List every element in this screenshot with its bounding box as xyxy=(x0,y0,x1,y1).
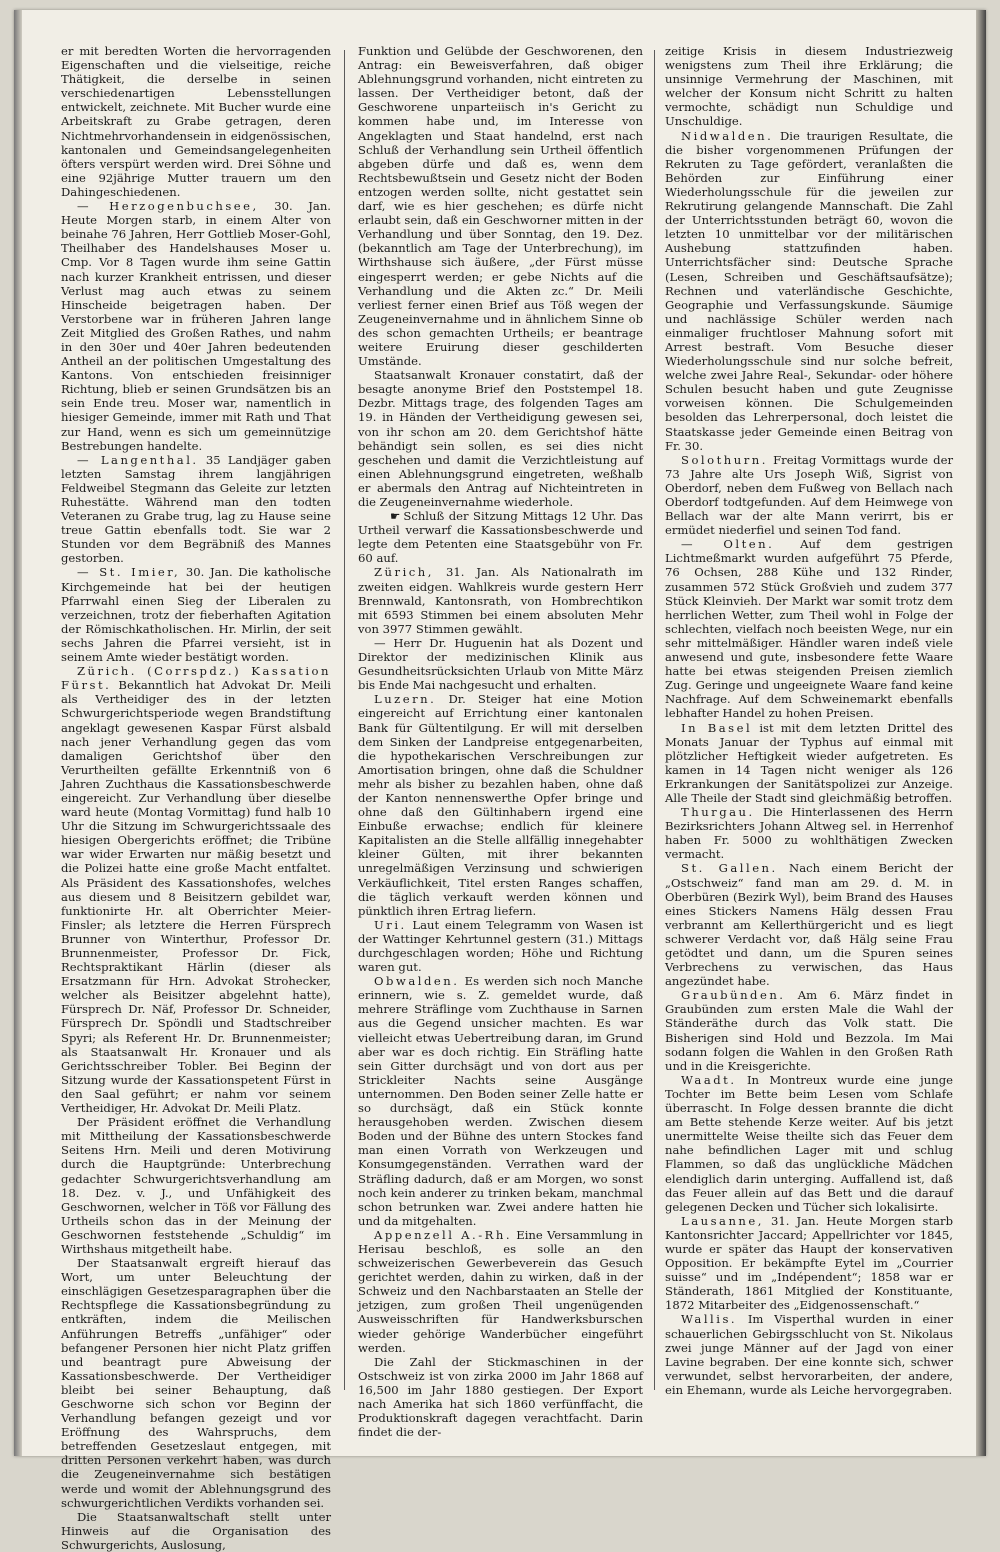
article-luzern: Luzern. Dr. Steiger hat eine Motion eingereicht auf Errichtung einer kantonalen Bank für Gültentilgung. Er will mit derselben dem Sinken der Landpreise entgegenarbeiten, die hypothekarischen Verschreibungen zur Amortisation bringen, ohne daß die Schuldner mehr als bisher zu bezahlen haben, ohne daß der Kanton nennenswerthe Opfer bringe und ohne daß den Gültinhabern irgend eine Einbuße erwachse; endlich für kleinere Kapitalisten an die Stelle allfällig innegehabter kleiner Gülten, mit ihrer bekannten unregelmäßigen Verzinsung und schwierigen Verkäuflichkeit, Titel ersten Ranges schaffen, die täglich verkauft werden können und pünktlich ihren Ertrag liefern. xyxy=(358,692,644,918)
scan-edge-right xyxy=(976,10,986,1456)
article-schluss: ☛ Schluß der Sitzung Mittags 12 Uhr. Das Urtheil verwarf die Kassationsbeschwerde und legte dem Petenten eine Staatsgebühr von Fr. 60 auf. xyxy=(358,509,643,566)
article-olten: — Olten. Auf dem gestrigen Lichtmeßmarkt wurden aufgeführt 75 Pferde, 76 Ochsen, 288 Kühe und 132 Rinder, zusammen 572 Stück Großvieh und zudem 377 Stück Kleinvieh. Der Markt war somit trotz dem herrlichen Wetter, zum Theil wohl in Folge der schlechten, vielfach noch beeisten Wege, nur ein sehr mittelmäßiger. Händler waren indeß viele anwesend und gute, insbesondere fette Waare hatte bei etwas steigenden Preisen ziemlich Zug. Geringe und ungeeignete Waare fand keine Nachfrage. Auf dem Schweinemarkt ebenfalls lebhafter Handel zu hohen Preisen. xyxy=(665,537,954,721)
dateline: Luzern. xyxy=(374,692,437,707)
column-3 xyxy=(665,44,953,1397)
article-text: Der Präsident eröffnet die Verhandlung mit Mittheilung der Kassationsbeschwerde Seitens Hrn. Meili und deren Motivirung durch die Hauptgründe: Unterbrechung gedachter Schwurgerichtsverhandlung am 18. Dez. v. J., und Unfähigkeit des Geschwornen, welcher in Töß vor Fällung des Urtheils schon das in der Meinung der Geschwornen feststehende „Schuldig“ im Wirthshaus mitgetheilt habe. xyxy=(61,1115,331,1256)
article-graubuenden: Graubünden. Am 6. März findet in Graubünden zum ersten Male die Wahl der Ständeräthe durch das Volk statt. Die Bisherigen sind Hold und Bezzola. Im Mai sodann folgen die Wahlen in den Großen Rath und in die Kreisgerichte. xyxy=(665,988,954,1073)
column-1 xyxy=(61,44,331,1552)
newspaper-page xyxy=(14,10,986,1552)
dateline: Graubünden. xyxy=(681,988,786,1003)
dateline: Obwalden. xyxy=(374,974,460,989)
dateline: Wallis. xyxy=(681,1312,738,1327)
column-rule-1 xyxy=(344,50,345,1390)
article-text: Die Zahl der Stickmaschinen in der Ostschweiz ist von zirka 2000 im Jahr 1868 auf 16,500 im Jahr 1880 gestiegen. Der Export nach Amerika hat sich 1860 verfünffacht, die Produktionskraft dagegen verachtfacht. Darin findet die der- xyxy=(358,1354,643,1440)
article-thurgau: Thurgau. Die Hinterlassenen des Herrn Bezirksrichters Johann Altweg sel. in Herrenhof haben Fr. 5000 zu wohlthätigen Zwecken vermacht. xyxy=(665,805,954,862)
article-st-gallen: St. Gallen. Nach einem Bericht der „Ostschweiz“ fand man am 29. d. M. in Oberbüren (Bezirk Wyl), beim Brand des Hauses eines Stickers Namens Hälg dessen Frau verbrannt am Kellerthürgericht und es liegt schwerer Verdacht vor, daß Hälg seine Frau getödtet und dann, um die Spuren seines Verbrechens zu verwischen, das Haus angezündet habe. xyxy=(665,861,953,989)
dateline: Lausanne, xyxy=(681,1213,764,1228)
article-zuerich-kassation: Zürich. (Corrspdz.) Kassation Fürst. Bekanntlich hat Advokat Dr. Meili als Vertheidiger des in der letzten Schwurgerichtsperiode wegen Brandstiftung angeklagt gewesenen Kaspar Fürst alsbald nach jener Verhandlung gegen das vom damaligen Gerichtshof über den Verurtheilten gefällte Erkenntniß von 6 Jahren Zuchthaus die Kassationsbeschwerde eingereicht. Zur Verhandlung über dieselbe ward heute (Montag Vormittag) fund halb 10 Uhr die Sitzung im Schwurgerichtssaale des hiesigen Obergerichts eröffnet; die Tribüne war wider Erwarten nur mäßig besetzt und die Polizei hatte eine große Macht entfaltet. Als Präsident des Kassationshofes, welches aus diesem und 8 Beisitzern gebildet war, funktionirte Hr. alt Oberrichter Meier-Finsler; als letztere die Herren Fürsprech Brunner von Winterthur, Professor Dr. Brunnenmeister, Professor Dr. Fick, Rechtspraktikant Härlin (dieser als Ersatzmann für Hrn. Advokat Strohecker, welcher als Beisitzer abgelehnt hatte), Fürsprech Dr. Näf, Professor Dr. Schneider, Fürsprech Dr. Spöndli und Stadtschreiber Spyri; als Referent Hr. Dr. Brunnenmeister; als Staatsanwalt Hr. Kronauer und als Gerichtsschreiber Tobler. Bei Beginn der Sitzung wurde der Kassationspetent Fürst in den Saal geführt; er nahm vor seinem Vertheidiger, Hr. Advokat Dr. Meili Platz. xyxy=(61,664,332,1116)
dateline: — Herzogenbuchsee, xyxy=(77,199,259,214)
article-text: Funktion und Gelübde der Geschworenen, den Antrag: ein Beweisverfahren, daß obiger Ablehnungsgrund vorhanden, nicht eintreten zu lassen. Der Vertheidiger betont, daß der Geschworene unparteiisch in's Gericht zu kommen habe und, im Interesse von Angeklagten und Staat handelnd, erst nach Schluß der Verhandlung sein Urtheil öffentlich abgeben dürfe und daß es, wenn dem Rechtsbewußtsein und Gesetz nicht der Boden entzogen werden sollte, nicht gestattet sein darf, wie es hier geschehen; es dürfe nicht erlaubt sein, daß ein Geschworner mitten in der Verhandlung und über Sonntag, den 19. Dez. (bekanntlich am Tage der Unterbrechung), im Wirthshause sich äußere, „der Fürst müsse eingesperrt werden; er gebe Nichts auf die Verhandlung und die Akten zc.“ Dr. Meili verliest ferner einen Brief aus Töß wegen der Zeugeneinvernahme und in ähnlichem Sinne ob des schon gemachten Urtheils; er beantrage weitere Eruirung dieser geschilderten Umstände. xyxy=(358,44,643,369)
article-text: Die Staatsanwaltschaft stellt unter Hinweis auf die Organisation des Schwurgerichts, Auslosung, xyxy=(61,1509,331,1552)
dateline: Uri. xyxy=(374,917,407,932)
article-herzogenbuchsee: — Herzogenbuchsee, 30. Jan. Heute Morgen starb, in einem Alter von beinahe 76 Jahren, Herr Gottlieb Moser-Gohl, Theilhaber des Handelshauses Moser u. Cmp. Vor 8 Tagen wurde ihm seine Gattin nach kurzer Krankheit entrissen, und dieser Verlust mag auch etwas zu seinem Hinscheide beigetragen haben. Der Verstorbene war in früheren Jahren lange Zeit Mitglied des Großen Rathes, und nahm in den 30er und 40er Jahren bedeutenden Antheil an der politischen Umgestaltung des Kantons. Von entschieden freisinniger Richtung, blieb er seinen Grundsätzen bis an sein Ende treu. Moser war, namentlich in hiesiger Gemeinde, immer mit Rath und That zur Hand, wenn es sich um gemeinnützige Bestrebungen handelte. xyxy=(61,199,331,453)
article-obwalden: Obwalden. Es werden sich noch Manche erinnern, wie s. Z. gemeldet wurde, daß mehrere Sträflinge vom Zuchthause in Sarnen aus die Gegend unsicher machten. Es war vielleicht etwas Uebertreibung daran, im Grund aber war es doch richtig. Ein Sträfling hatte sein Gitter durchsägt und von dort aus per Strickleiter Nachts seine Ausgänge unternommen. Den Boden seiner Zelle hatte er so durchsägt, daß ein Stück konnte herausgehoben werden. Zwischen diesem Boden und der Bühne des untern Stockes fand man einen Vorrath von Werkzeugen und Konsumgegenständen. Verrathen ward der Sträfling dadurch, daß er am Morgen, wo sonst noch kein anderer zu trinken bekam, manchmal schon betrunken war. Zwei andere hatten hie und da mitgehalten. xyxy=(358,974,643,1228)
dateline: Waadt. xyxy=(681,1072,737,1087)
article-langenthal: — Langenthal. 35 Landjäger gaben letzten Samstag ihrem langjährigen Feldweibel Stegmann das Geleite zur letzten Ruhestätte. Während man den todten Veteranen zu Grabe trug, lag zu Hause seine treue Gattin ebenfalls todt. Sie war 2 Stunden vor dem Begräbniß des Mannes gestorben. xyxy=(61,452,331,566)
dateline: In Basel xyxy=(681,720,753,735)
article-appenzell: Appenzell A.-Rh. Eine Versammlung in Herisau beschloß, es solle an den schweizerischen Gewerbeverein das Gesuch gerichtet werden, dahin zu wirken, daß in der Schweiz und den Nachbarstaaten an Stelle der jetzigen, zum großen Theil ungenügenden Ausweisschriften für Handwerksburschen wieder gehörige Wanderbücher eingeführt werden. xyxy=(358,1227,643,1355)
dateline: St. Gallen. xyxy=(681,861,778,876)
pointing-hand-icon: ☛ xyxy=(390,509,401,524)
scan-edge-left xyxy=(14,10,22,1456)
article-basel: In Basel ist mit dem letzten Drittel des Monats Januar der Typhus auf einmal mit plötzlicher Heftigkeit wieder aufgetreten. Es kamen in 14 Tagen nicht weniger als 126 Erkrankungen der Sanitätspolizei zur Anzeige. Alle Theile der Stadt sind gleichmäßig betroffen. xyxy=(665,720,954,805)
dateline: Thurgau. xyxy=(681,805,755,820)
article-lausanne: Lausanne, 31. Jan. Heute Morgen starb Kantonsrichter Jaccard; Appellrichter vor 1845, wurde er später das Haupt der konservativen Opposition. Er bekämpfte Eytel im „Courrier suisse“ und im „Indépendent“; 1858 war er Ständerath, 1861 Mitglied der Konstituante, 1872 Mitarbeiter des „Eidgenossenschaft.“ xyxy=(665,1213,954,1313)
dateline: Appenzell A.-Rh. xyxy=(374,1227,513,1242)
article-waadt: Waadt. In Montreux wurde eine junge Tochter im Bette beim Lesen vom Schlafe überrascht. In Folge dessen brannte die dicht am Bette stehende Kerze weiter. Auf bis jetzt unermittelte Weise theilte sich das Feuer dem nahe befindlichen Lager mit und schlug Flammen, so daß das unglückliche Mädchen elendiglich darin unterging. Auffallend ist, daß das Feuer allein auf das Bett und die darauf gelegenen Decken und Tücher sich lokalisirte. xyxy=(665,1072,953,1214)
dateline: — St. Imier, xyxy=(77,565,181,580)
column-rule-2 xyxy=(654,50,655,1390)
article-text: Staatsanwalt Kronauer constatirt, daß der besagte anonyme Brief den Poststempel 18. Dezbr. Mittags trage, des folgenden Tages am 19. in Händen der Vertheidigung gewesen sei, von ihr schon am 20. dem Gerichtshof hätte behändigt sein sollen, es sei dies nicht geschehen und damit die Verzichtleistung auf einen Ablehnungsgrund eingetreten, weßhalb er abermals den Antrag auf Nichteintreten in die Zeugeneinvernahme wiederhole. xyxy=(358,368,643,509)
article-nidwalden: Nidwalden. Die traurigen Resultate, die die bisher vorgenommenen Prüfungen der Rekruten zu Tage gefördert, veranlaßten die Behörden zur Einführung einer Wiederholungsschule für die jeweilen zur Rekrutirung gelangende Mannschaft. Die Zahl der Unterrichtsstunden beträgt 60, wovon die letzten 10 unmittelbar vor der militärischen Aushebung stattzufinden haben. Unterrichtsfächer sind: Deutsche Sprache (Lesen, Schreiben und Geschäftsaufsätze); Rechnen und vaterländische Geschichte, Geographie und Verfassungskunde. Säumige und nachlässige Schüler werden nach einmaliger fruchtloser Mahnung sofort mit Arrest bestraft. Vom Besuche dieser Wiederholungsschule sind nur solche befreit, welche zwei Jahre Real-, Sekundar- oder höhere Schulen besucht haben und gute Zeugnisse vorweisen können. Die Schulgemeinden besolden das Lehrerpersonal, doch leistet die Staatskasse jeder Gemeinde einen Beitrag von Fr. 30. xyxy=(665,128,953,453)
article-text: — Herr Dr. Huguenin hat als Dozent und Direktor der medizinischen Klinik aus Gesundheitsrücksichten Urlaub von Mitte März bis Ende Mai nachgesucht und erhalten. xyxy=(358,635,643,693)
dateline: Solothurn. xyxy=(681,452,768,467)
article-text: zeitige Krisis in diesem Industriezweig wenigstens zum Theil ihre Erklärung; die unsinnige Vermehrung der Maschinen, mit welcher der Konsum nicht Schritt zu halten vermochte, schädigt nun Schuldige und Unschuldige. xyxy=(665,44,953,129)
article-text: er mit beredten Worten die hervorragenden Eigenschaften und die vielseitige, reiche Thätigkeit, die derselbe in seinen verschiedenartigen Lebensstellungen entwickelt, zeichnete. Mit Bucher wurde eine Arbeitskraft zu Grabe getragen, deren Nichtmehrvorhandensein in eidgenössischen, kantonalen und Gemeindsangelegenheiten öfters verspürt werden wird. Drei Söhne und eine 92jährige Mutter trauern um den Dahingeschiedenen. xyxy=(61,44,331,199)
dateline: Nidwalden. xyxy=(681,128,774,143)
article-zuerich-wahl: Zürich, 31. Jan. Als Nationalrath im zweiten eidgen. Wahlkreis wurde gestern Herr Brennwald, Kantonsrath, von Hombrechtikon mit 6593 Stimmen bei einem absoluten Mehr von 3977 Stimmen gewählt. xyxy=(358,565,643,636)
article-st-imier: — St. Imier, 30. Jan. Die katholische Kirchgemeinde hat bei der heutigen Pfarrwahl einen Sieg der Liberalen zu verzeichnen, trotz der fieberhaften Agitation der Römischkatholischen. Hr. Mirlin, der seit sechs Jahren die Pfarrei versieht, ist in seinem Amte wieder bestätigt worden. xyxy=(61,565,331,665)
dateline: — Olten. xyxy=(681,537,775,552)
dateline: Zürich, xyxy=(374,565,434,580)
article-text: Der Staatsanwalt ergreift hierauf das Wort, um unter Beleuchtung der einschlägigen Gesetzesparagraphen über die Rechtspflege die Kassationsbegründung zu entkräften, indem die Meilischen Anführungen Betreffs „unfähiger“ oder befangener Personen hier nicht Platz griffen und beantragt pure Abweisung der Kassationsbeschwerde. Der Vertheidiger bleibt bei seiner Behauptung, daß Geschworne sich schon vor Beginn der Verhandlung befangen gezeigt und vor Eröffnung des Wahrspruchs, dem betreffenden Gesetzeslaut entgegen, mit dritten Personen verkehrt haben, was durch die Zeugeneinvernahme sich bestätigen werde und womit der Ablehnungsgrund des schwurgerichtlichen Verdikts vorhanden sei. xyxy=(61,1256,331,1510)
dateline: — Langenthal. xyxy=(77,452,199,467)
article-wallis: Wallis. Im Visperthal wurden in einer schauerlichen Gebirgsschlucht von St. Nikolaus zwei junge Männer auf der Jagd von einer Lavine begraben. Der eine konnte sich, schwer verwundet, selbst hervorarbeiten, der andere, ein Ehemann, wurde als Leiche hervorgegraben. xyxy=(665,1312,953,1397)
article-solothurn: Solothurn. Freitag Vormittags wurde der 73 Jahre alte Urs Joseph Wiß, Sigrist von Oberdorf, neben dem Fußweg von Bellach nach Oberdorf todtgefunden. Auf dem Heimwege von Bellach war der alte Mann verirrt, bis er ermüdet niederfiel und seinen Tod fand. xyxy=(665,452,953,538)
column-2 xyxy=(358,44,643,1439)
dateline: Zürich. (Corrspdz.) Kassation Fürst. xyxy=(61,664,331,693)
article-uri: Uri. Laut einem Telegramm von Wasen ist der Wattinger Kehrtunnel gestern (31.) Mittags durchgeschlagen worden; Höhe und Richtung waren gut. xyxy=(358,917,643,975)
